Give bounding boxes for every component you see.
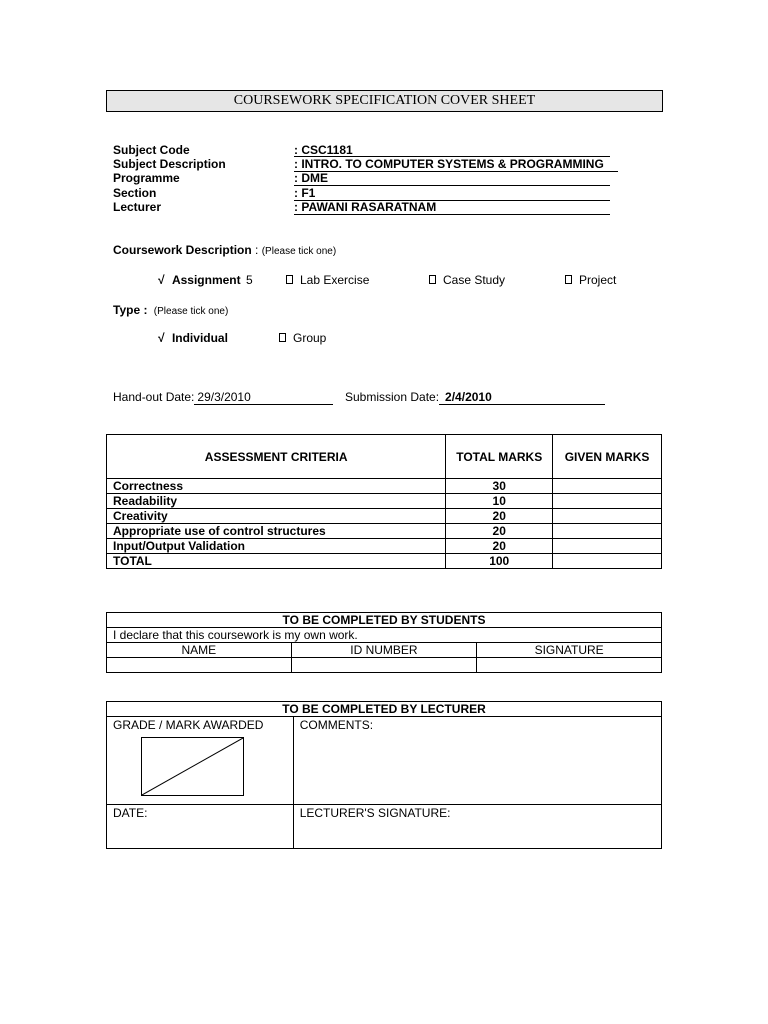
individual-label: Individual bbox=[171, 331, 228, 345]
criteria-name: Input/Output Validation bbox=[107, 539, 446, 554]
criteria-header: ASSESSMENT CRITERIA bbox=[107, 435, 446, 479]
coursework-label: Coursework Description bbox=[113, 243, 252, 257]
criteria-name: TOTAL bbox=[107, 554, 446, 569]
students-declaration: I declare that this coursework is my own work. bbox=[107, 628, 662, 643]
subject-code-label: Subject Code bbox=[113, 143, 190, 157]
table-row bbox=[107, 479, 662, 494]
handout-date-value: 29/3/2010 bbox=[194, 390, 333, 405]
id-number-field[interactable] bbox=[291, 658, 477, 673]
subject-code-value: : CSC1181 bbox=[294, 143, 353, 157]
criteria-name: Correctness bbox=[107, 479, 446, 494]
id-number-column-header: ID NUMBER bbox=[291, 643, 477, 658]
criteria-name: Readability bbox=[107, 494, 446, 509]
subject-description-underline bbox=[294, 171, 618, 172]
option-assignment[interactable] bbox=[158, 273, 253, 287]
total-marks-header: TOTAL MARKS bbox=[446, 435, 553, 479]
criteria-given-marks[interactable] bbox=[553, 509, 662, 524]
criteria-total-marks: 100 bbox=[446, 554, 553, 569]
name-column-header: NAME bbox=[107, 643, 292, 658]
criteria-total-marks: 20 bbox=[446, 524, 553, 539]
subject-description-label: Subject Description bbox=[113, 157, 226, 171]
tick-icon: √ bbox=[158, 273, 165, 287]
criteria-given-marks[interactable] bbox=[553, 479, 662, 494]
handout-date bbox=[113, 390, 333, 405]
submission-date-value: 2/4/2010 bbox=[439, 390, 605, 405]
type-hint: (Please tick one) bbox=[153, 306, 229, 317]
checkbox-icon bbox=[279, 333, 286, 342]
given-marks-header: GIVEN MARKS bbox=[553, 435, 662, 479]
criteria-given-marks[interactable] bbox=[553, 524, 662, 539]
criteria-given-marks[interactable] bbox=[553, 539, 662, 554]
option-individual[interactable] bbox=[158, 331, 228, 345]
coursework-colon: : bbox=[251, 243, 262, 257]
checkbox-icon bbox=[429, 275, 436, 284]
signature-field[interactable] bbox=[477, 658, 662, 673]
assessment-criteria-table bbox=[106, 434, 662, 569]
option-project[interactable] bbox=[565, 273, 616, 287]
handout-date-label: Hand-out Date: bbox=[113, 390, 195, 404]
criteria-total-marks: 10 bbox=[446, 494, 553, 509]
comments-label: COMMENTS: bbox=[299, 718, 374, 732]
page-title: COURSEWORK SPECIFICATION COVER SHEET bbox=[106, 90, 663, 112]
submission-date bbox=[345, 390, 605, 405]
grade-box[interactable] bbox=[141, 737, 244, 796]
lecturer-heading: TO BE COMPLETED BY LECTURER bbox=[107, 702, 662, 717]
checkbox-icon bbox=[565, 275, 572, 284]
lecturer-signature-label: LECTURER'S SIGNATURE: bbox=[299, 806, 451, 820]
table-row bbox=[107, 524, 662, 539]
table-row bbox=[107, 509, 662, 524]
criteria-total-marks: 30 bbox=[446, 479, 553, 494]
programme-value: : DME bbox=[294, 171, 328, 185]
criteria-total-marks: 20 bbox=[446, 509, 553, 524]
section-label: Section bbox=[113, 186, 157, 200]
assignment-number: 5 bbox=[245, 273, 253, 287]
table-row bbox=[107, 494, 662, 509]
subject-description-value: : INTRO. TO COMPUTER SYSTEMS & PROGRAMMING bbox=[294, 157, 604, 171]
section-value: : F1 bbox=[294, 186, 316, 200]
lecturer-value: : PAWANI RASARATNAM bbox=[294, 200, 437, 214]
date-label: DATE: bbox=[113, 806, 148, 820]
signature-column-header: SIGNATURE bbox=[477, 643, 662, 658]
criteria-name: Appropriate use of control structures bbox=[107, 524, 446, 539]
programme-underline bbox=[294, 185, 610, 186]
project-label: Project bbox=[579, 273, 617, 287]
criteria-total-marks: 20 bbox=[446, 539, 553, 554]
submission-date-label: Submission Date: bbox=[345, 390, 440, 404]
name-field[interactable] bbox=[107, 658, 292, 673]
diagonal-slash-icon bbox=[142, 738, 243, 795]
assignment-label: Assignment bbox=[171, 273, 241, 287]
table-row bbox=[107, 554, 662, 569]
option-case-study[interactable] bbox=[429, 273, 505, 287]
students-heading: TO BE COMPLETED BY STUDENTS bbox=[107, 613, 662, 628]
lecturer-underline bbox=[294, 214, 610, 215]
students-table bbox=[106, 612, 662, 673]
lecturer-label: Lecturer bbox=[113, 200, 162, 214]
criteria-header-row bbox=[107, 435, 662, 479]
checkbox-icon bbox=[286, 275, 293, 284]
tick-icon: √ bbox=[158, 331, 165, 345]
type-label: Type : bbox=[113, 303, 148, 317]
programme-label: Programme bbox=[113, 171, 180, 185]
comments-cell[interactable] bbox=[293, 717, 661, 805]
coursework-description bbox=[113, 243, 336, 259]
type-row bbox=[113, 303, 228, 319]
criteria-given-marks[interactable] bbox=[553, 494, 662, 509]
group-label: Group bbox=[293, 331, 327, 345]
date-cell[interactable] bbox=[107, 805, 294, 849]
grade-label: GRADE / MARK AWARDED bbox=[113, 718, 264, 732]
case-study-label: Case Study bbox=[443, 273, 506, 287]
coursework-hint: (Please tick one) bbox=[261, 246, 337, 257]
criteria-given-marks[interactable] bbox=[553, 554, 662, 569]
lab-exercise-label: Lab Exercise bbox=[300, 273, 370, 287]
table-row bbox=[107, 539, 662, 554]
option-group[interactable] bbox=[279, 331, 326, 345]
option-lab-exercise[interactable] bbox=[286, 273, 369, 287]
lecturer-signature-cell[interactable] bbox=[293, 805, 661, 849]
criteria-name: Creativity bbox=[107, 509, 446, 524]
